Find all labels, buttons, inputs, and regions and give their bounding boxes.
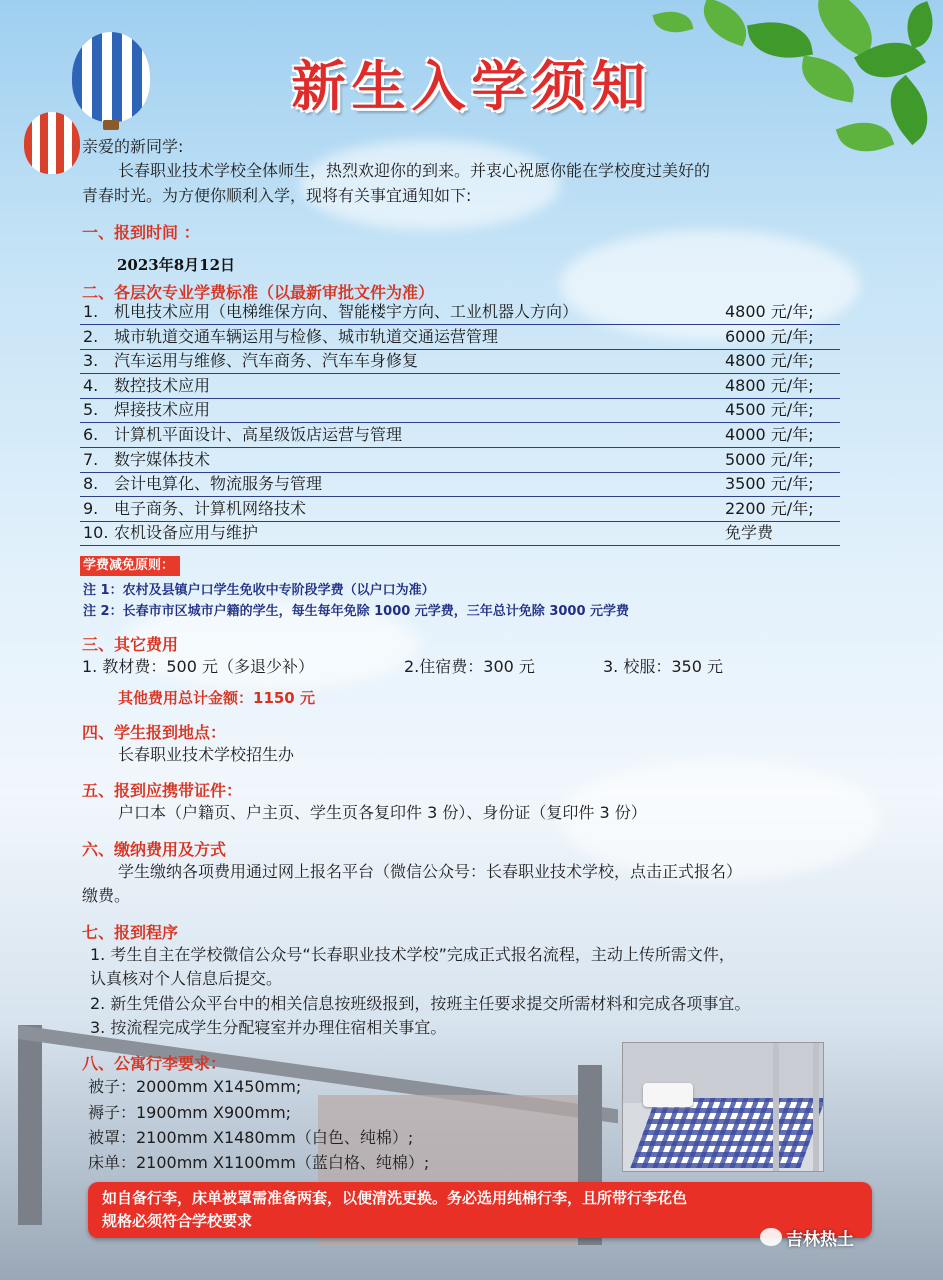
tuition-fee: 4800 元/年; bbox=[725, 351, 814, 371]
program-name: 农机设备应用与维护 bbox=[114, 523, 259, 543]
fee-table-row bbox=[80, 349, 840, 374]
fee-table-row bbox=[80, 423, 840, 448]
tuition-fee: 4000 元/年; bbox=[725, 425, 814, 444]
fee-item: 2.住宿费：300 元 bbox=[404, 657, 535, 676]
banner-line: 如自备行李，床单被罩需准备两套，以便清洗更换。务必选用纯棉行李，且所带行李花色 bbox=[102, 1189, 688, 1207]
tuition-fee: 4800 元/年; bbox=[725, 375, 814, 395]
procedure-step: 认真核对个人信息后提交。 bbox=[90, 969, 283, 988]
required-documents: 户口本（户籍页、户主页、学生页各复印件 3 份）、身份证（复印件 3 份） bbox=[118, 803, 647, 822]
bedding-item: 床单：2100mm X1100mm（蓝白格、纯棉）; bbox=[88, 1153, 430, 1172]
fee-table-row bbox=[80, 325, 840, 350]
program-name: 会计电算化、物流服务与管理 bbox=[114, 474, 323, 494]
intro-line: 青春时光。为方便你顺利入学，现将有关事宜通知如下: bbox=[82, 186, 472, 205]
waiver-label: 学费减免原则： bbox=[80, 556, 180, 576]
fee-table-row bbox=[80, 300, 840, 325]
row-number: 3. bbox=[83, 351, 99, 371]
payment-text: 学生缴纳各项费用通过网上报名平台（微信公众号：长春职业技术学校，点击正式报名） bbox=[118, 862, 743, 881]
row-number: 6. bbox=[83, 425, 99, 444]
intro-line: 长春职业技术学校全体师生，热烈欢迎你的到来。并衷心祝愿你能在学校度过美好的 bbox=[118, 161, 711, 180]
report-location: 长春职业技术学校招生办 bbox=[118, 745, 295, 764]
dorm-bed-photo bbox=[622, 1042, 824, 1172]
tuition-fee: 6000 元/年; bbox=[725, 326, 814, 346]
fee-table-row bbox=[80, 374, 840, 399]
row-number: 8. bbox=[83, 474, 99, 494]
tuition-fee: 5000 元/年; bbox=[725, 449, 814, 469]
section-heading: 七、报到程序 bbox=[82, 923, 179, 942]
row-number: 4. bbox=[83, 375, 99, 395]
section-heading: 一、报到时间 ： bbox=[82, 223, 200, 242]
row-number: 2. bbox=[83, 326, 99, 346]
payment-text: 缴费。 bbox=[82, 886, 131, 905]
section-heading: 八、公寓行李要求： bbox=[82, 1054, 227, 1073]
bedding-notice-banner bbox=[88, 1182, 872, 1238]
section-heading: 二、各层次专业学费标准（以最新审批文件为准） bbox=[82, 283, 435, 302]
procedure-step: 1. 考生自主在学校微信公众号“长春职业技术学校”完成正式报名流程，主动上传所需文件， bbox=[90, 945, 735, 964]
greeting: 亲爱的新同学: bbox=[82, 137, 184, 156]
waiver-note: 注 1：农村及县镇户口学生免收中专阶段学费（以户口为准） bbox=[83, 583, 435, 598]
report-date: 2023年8月12日 bbox=[117, 256, 236, 274]
fee-table-row bbox=[80, 472, 840, 497]
row-number: 10. bbox=[83, 523, 109, 543]
program-name: 焊接技术应用 bbox=[114, 400, 211, 420]
bedding-item: 褥子：1900mm X900mm; bbox=[88, 1103, 292, 1122]
program-name: 计算机平面设计、高星级饭店运营与管理 bbox=[114, 425, 403, 444]
program-name: 数控技术应用 bbox=[114, 375, 211, 395]
procedure-step: 3. 按流程完成学生分配寝室并办理住宿相关事宜。 bbox=[90, 1018, 447, 1037]
balloon-basket-icon bbox=[103, 120, 119, 130]
tuition-fee: 4500 元/年; bbox=[725, 400, 814, 420]
program-name: 数字媒体技术 bbox=[114, 449, 211, 469]
fee-item: 3. 校服：350 元 bbox=[603, 657, 723, 676]
wechat-icon bbox=[760, 1228, 782, 1246]
program-name: 城市轨道交通车辆运用与检修、城市轨道交通运营管理 bbox=[114, 326, 499, 346]
row-number: 9. bbox=[83, 498, 99, 518]
row-number: 5. bbox=[83, 400, 99, 420]
fee-table-row bbox=[80, 398, 840, 423]
tuition-fee: 2200 元/年; bbox=[725, 498, 814, 518]
row-number: 7. bbox=[83, 449, 99, 469]
fee-total: 其他费用总计金额：1150 元 bbox=[118, 689, 315, 707]
fee-item: 1. 教材费：500 元（多退少补） bbox=[82, 657, 314, 676]
program-name: 电子商务、计算机网络技术 bbox=[114, 498, 307, 518]
tuition-fee: 4800 元/年; bbox=[725, 302, 814, 321]
section-heading: 六、缴纳费用及方式 bbox=[82, 840, 227, 859]
section-heading: 三、其它费用 bbox=[82, 635, 179, 654]
watermark: 吉林热土 bbox=[786, 1230, 854, 1250]
bedding-item: 被罩：2100mm X1480mm（白色、纯棉）; bbox=[88, 1128, 414, 1147]
procedure-step: 2. 新生凭借公众平台中的相关信息按班级报到，按班主任要求提交所需材料和完成各项事宜。 bbox=[90, 994, 751, 1013]
program-name: 机电技术应用（电梯维保方向、智能楼宇方向、工业机器人方向） bbox=[114, 302, 579, 321]
waiver-note: 注 2：长春市市区城市户籍的学生，每生每年免除 1000 元学费，三年总计免除 3000 元学费 bbox=[83, 604, 630, 619]
fee-table-row bbox=[80, 497, 840, 522]
program-name: 汽车运用与维修、汽车商务、汽车车身修复 bbox=[114, 351, 419, 371]
section-heading: 四、学生报到地点： bbox=[82, 723, 227, 742]
tuition-fee: 3500 元/年; bbox=[725, 474, 814, 494]
banner-line: 规格必须符合学校要求 bbox=[102, 1212, 253, 1230]
fee-table-row bbox=[80, 448, 840, 473]
balloon-icon bbox=[24, 112, 80, 174]
fee-table-row bbox=[80, 521, 840, 546]
bedding-item: 被子：2000mm X1450mm; bbox=[88, 1077, 302, 1096]
tuition-fee: 免学费 bbox=[725, 523, 774, 543]
section-heading: 五、报到应携带证件： bbox=[82, 781, 243, 800]
row-number: 1. bbox=[83, 302, 99, 321]
page-title: 新生入学须知 bbox=[291, 55, 652, 118]
